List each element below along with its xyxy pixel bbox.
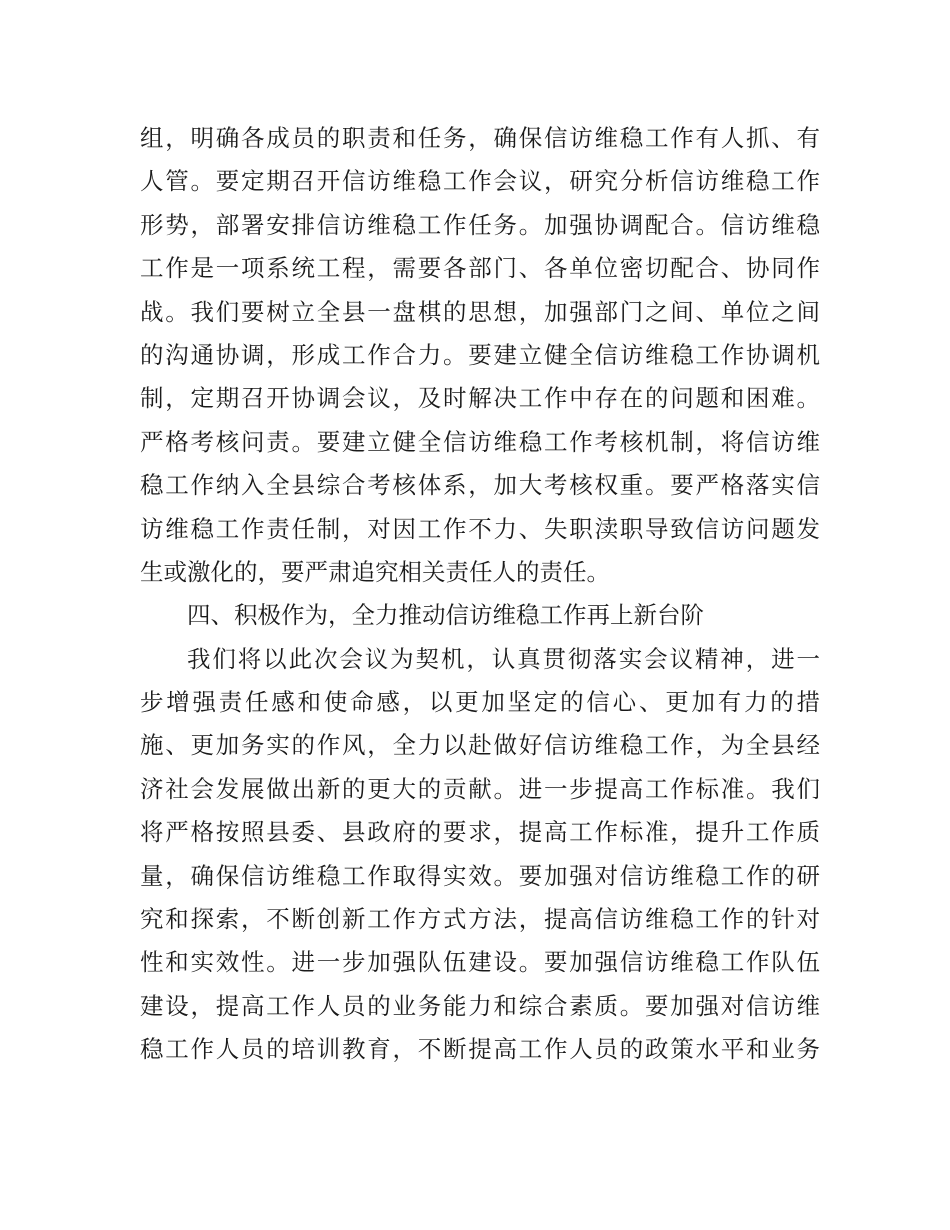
text-line: 组，明确各成员的职责和任务，确保信访维稳工作有人抓、有 [140, 124, 820, 152]
text-line: 人管。要定期召开信访维稳工作会议，研究分析信访维稳工作 [140, 167, 820, 196]
text-line: 制，定期召开协调会议，及时解决工作中存在的问题和困难。 [140, 384, 820, 413]
text-line: 工作是一项系统工程，需要各部门、各单位密切配合、协同作 [140, 254, 820, 283]
text-line: 究和探索，不断创新工作方式方法，提高信访维稳工作的针对 [140, 905, 820, 934]
text-line: 访维稳工作责任制，对因工作不力、失职渎职导致信访问题发 [140, 514, 820, 543]
text-line: 性和实效性。进一步加强队伍建设。要加强信访维稳工作队伍 [140, 948, 820, 977]
text-line: 量，确保信访维稳工作取得实效。要加强对信访维稳工作的研 [140, 861, 820, 890]
text-line: 战。我们要树立全县一盘棋的思想，加强部门之间、单位之间 [140, 297, 820, 326]
section-heading: 四、积极作为，全力推动信访维稳工作再上新台阶 [187, 601, 704, 630]
text-line: 严格考核问责。要建立健全信访维稳工作考核机制，将信访维 [140, 427, 820, 456]
text-line: 形势，部署安排信访维稳工作任务。加强协调配合。信访维稳 [140, 210, 820, 239]
text-line: 步增强责任感和使命感，以更加坚定的信心、更加有力的措 [140, 688, 820, 717]
body-text [140, 117, 820, 1072]
text-line: 稳工作人员的培训教育，不断提高工作人员的政策水平和业务 [140, 1035, 820, 1064]
text-line: 的沟通协调，形成工作合力。要建立健全信访维稳工作协调机 [140, 340, 820, 369]
text-line: 济社会发展做出新的更大的贡献。进一步提高工作标准。我们 [140, 774, 820, 803]
text-line: 生或激化的，要严肃追究相关责任人的责任。 [140, 557, 610, 586]
text-line: 建设，提高工作人员的业务能力和综合素质。要加强对信访维 [140, 991, 820, 1020]
text-line: 我们将以此次会议为契机，认真贯彻落实会议精神，进一 [187, 644, 820, 673]
text-line: 将严格按照县委、县政府的要求，提高工作标准，提升工作质 [140, 818, 820, 847]
text-line: 施、更加务实的作风，全力以赴做好信访维稳工作，为全县经 [140, 731, 820, 760]
text-line: 稳工作纳入全县综合考核体系，加大考核权重。要严格落实信 [140, 471, 820, 500]
